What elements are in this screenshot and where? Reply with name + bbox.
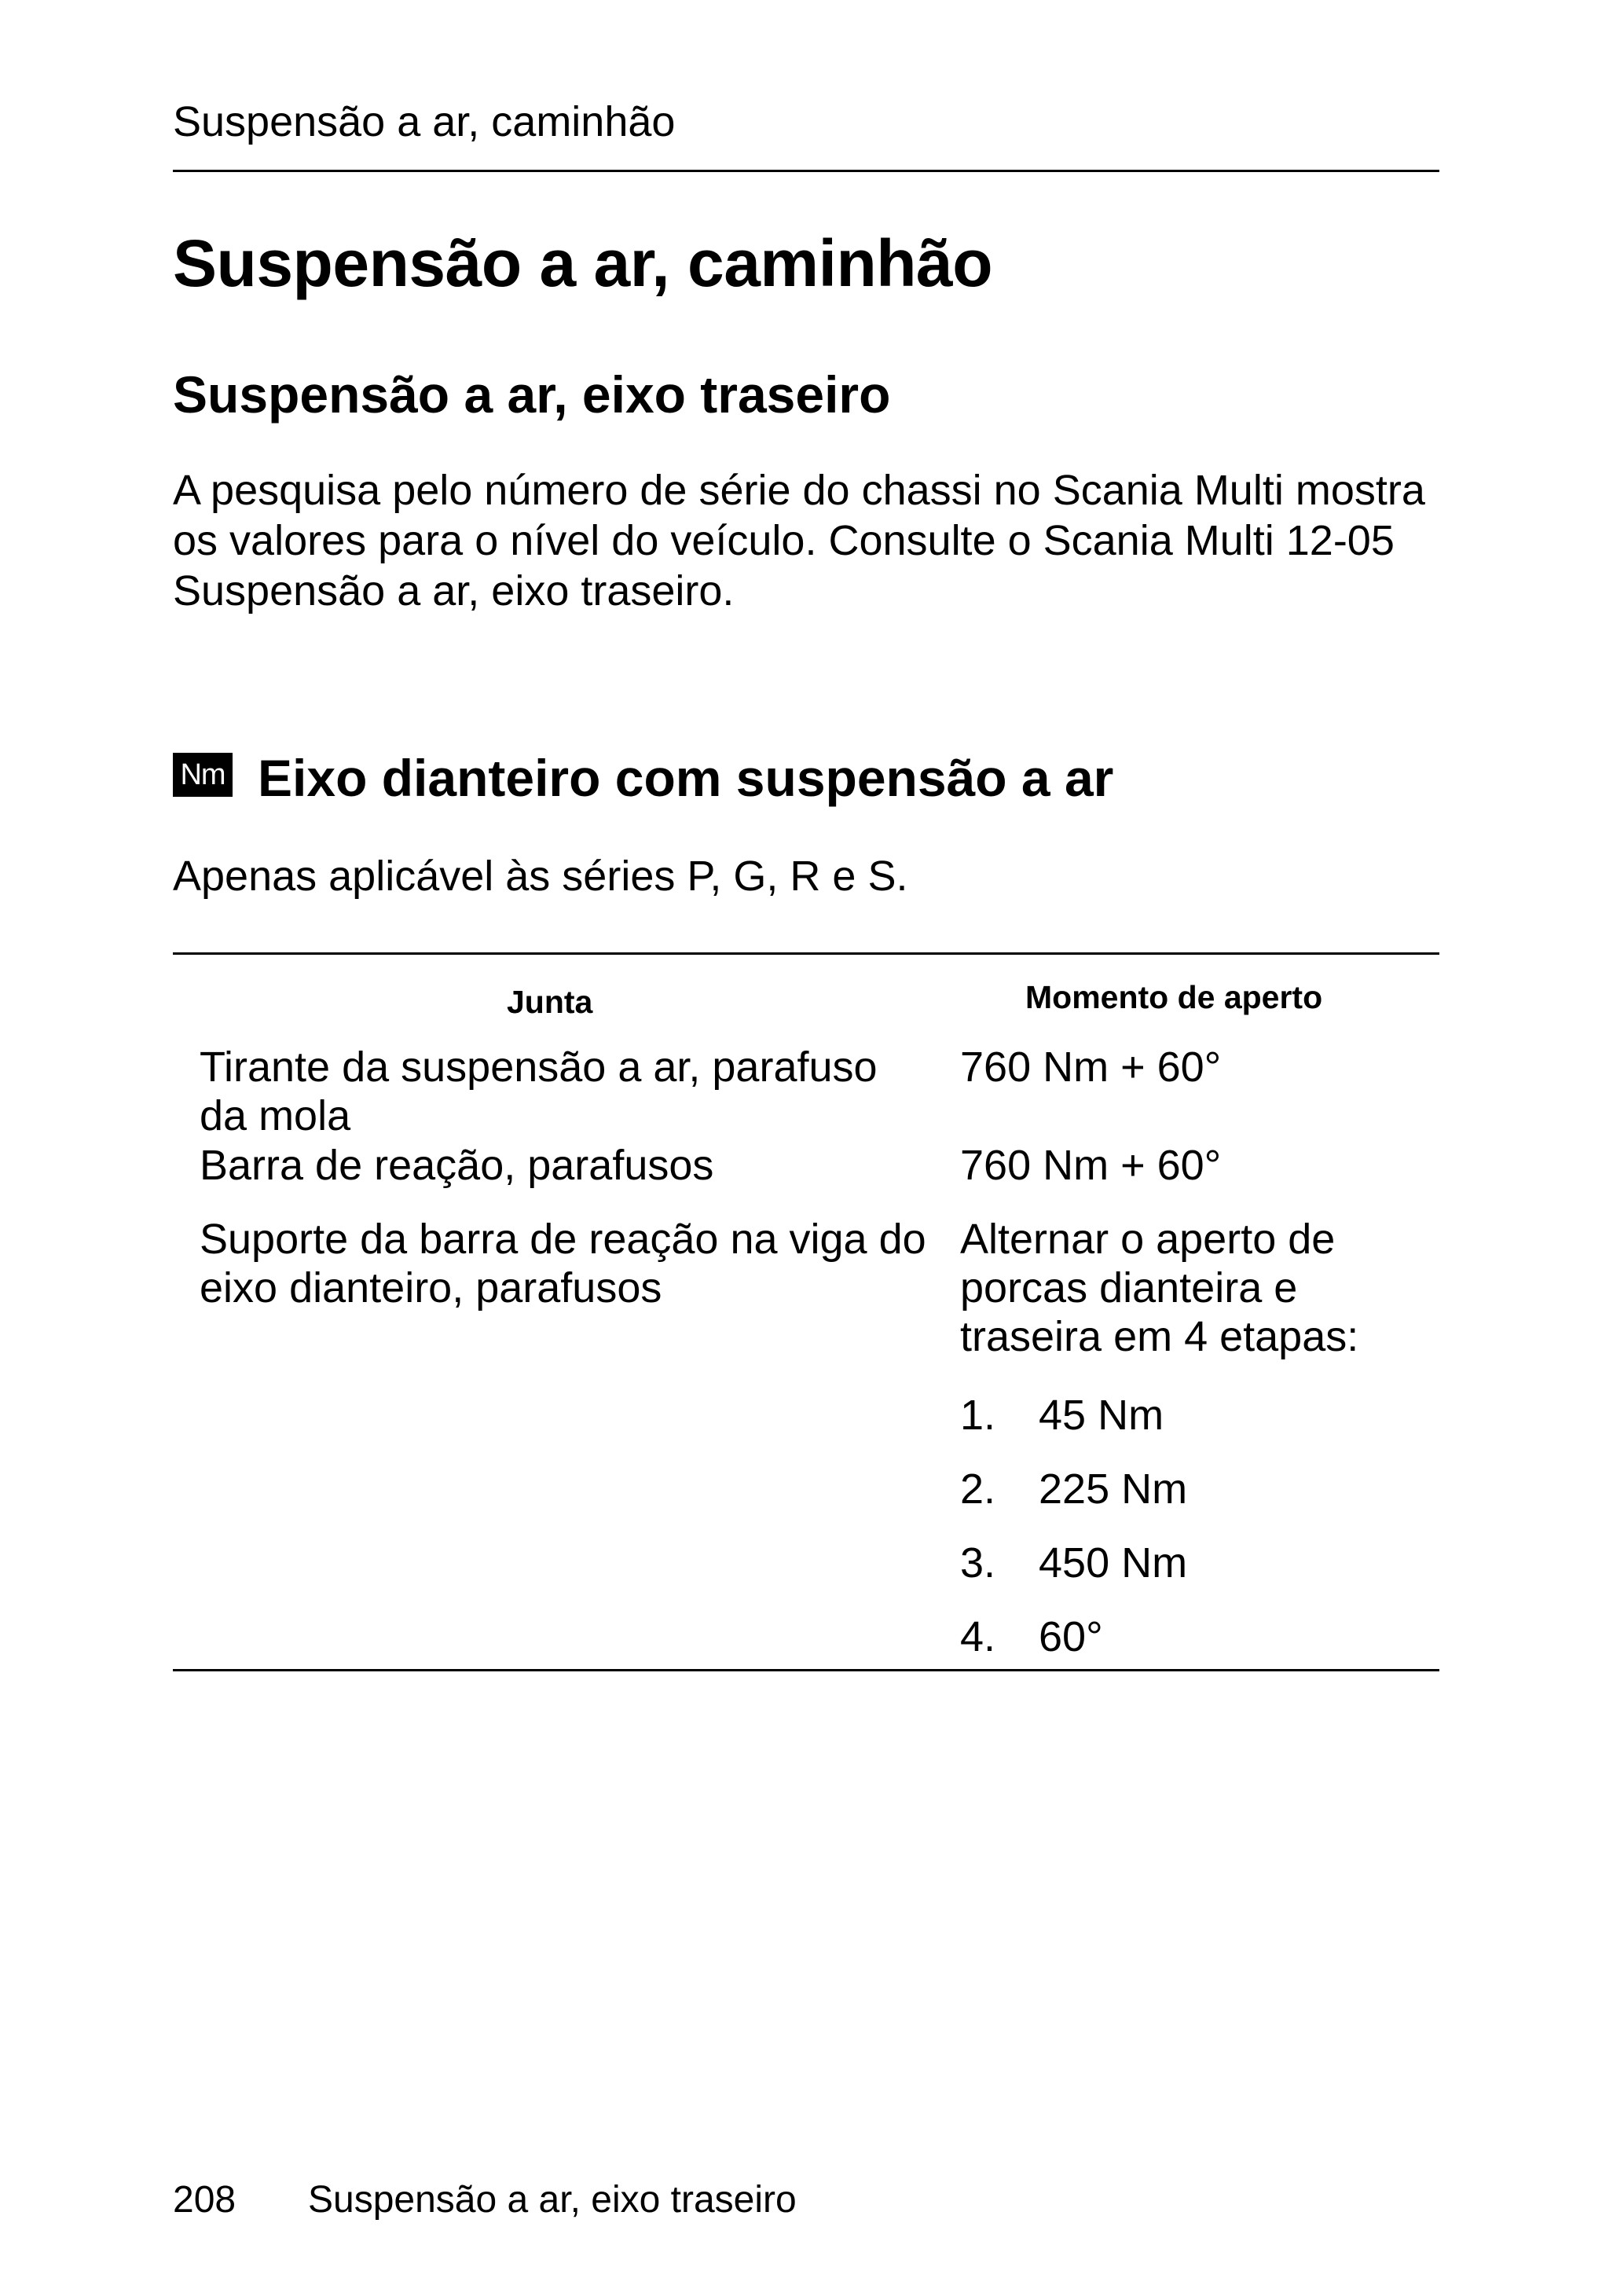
header-divider — [173, 170, 1439, 172]
table-header-joint: Junta — [507, 984, 593, 1020]
table-top-rule — [173, 952, 1439, 955]
running-header: Suspensão a ar, caminhão — [173, 98, 676, 145]
torque-nm-icon: Nm — [173, 753, 233, 797]
table-cell-joint: Barra de reação, parafusos — [200, 1142, 714, 1189]
list-item — [960, 1465, 1187, 1539]
table-cell-torque: Alternar o aperto de porcas dianteira e traseira em 4 etapas: — [960, 1216, 1359, 1360]
table-cell-torque: 760 Nm + 60° — [960, 1142, 1222, 1189]
tightening-steps-list — [960, 1391, 1187, 1686]
step-number: 1. — [960, 1392, 996, 1439]
step-value: 225 Nm — [1039, 1465, 1188, 1513]
list-item — [960, 1391, 1187, 1465]
list-item — [960, 1612, 1187, 1686]
section-heading-front-axle: Eixo dianteiro com suspensão a ar — [258, 749, 1114, 807]
table-bottom-rule — [173, 1669, 1439, 1671]
page-number: 208 — [173, 2179, 236, 2221]
footer-section-title: Suspensão a ar, eixo traseiro — [308, 2179, 797, 2221]
table-cell-joint: Tirante da suspensão a ar, parafuso da mola — [200, 1044, 878, 1139]
step-number: 2. — [960, 1465, 996, 1513]
section-heading-rear-axle: Suspensão a ar, eixo traseiro — [173, 365, 891, 424]
section-paragraph-rear-axle: A pesquisa pelo número de série do chassi no Scania Multi mostra os valores para o nível do veículo. Consulte o Scania Multi 12-05 Suspensão a ar, eixo traseiro. — [173, 467, 1425, 614]
step-number: 3. — [960, 1539, 996, 1587]
table-cell-torque: 760 Nm + 60° — [960, 1044, 1222, 1091]
applicability-note: Apenas aplicável às séries P, G, R e S. — [173, 853, 908, 900]
step-value: 60° — [1039, 1613, 1103, 1660]
step-value: 45 Nm — [1039, 1392, 1164, 1439]
table-header-torque: Momento de aperto — [1025, 979, 1323, 1015]
step-number: 4. — [960, 1613, 996, 1660]
page-title: Suspensão a ar, caminhão — [173, 226, 993, 300]
step-value: 450 Nm — [1039, 1539, 1188, 1587]
table-cell-joint: Suporte da barra de reação na viga do eixo dianteiro, parafusos — [200, 1216, 926, 1311]
list-item — [960, 1539, 1187, 1612]
